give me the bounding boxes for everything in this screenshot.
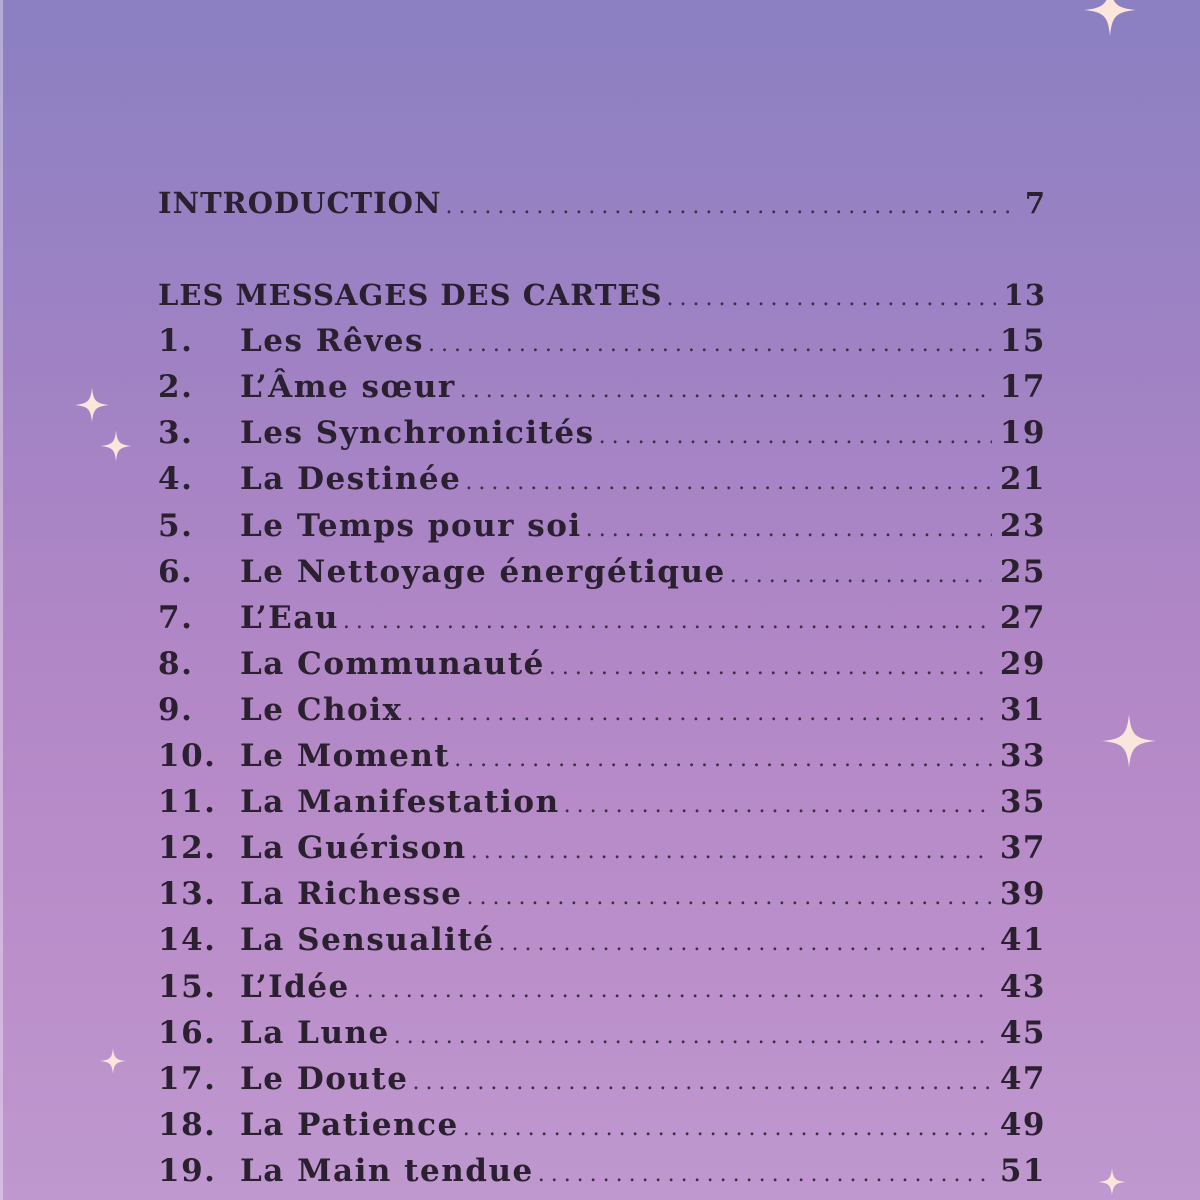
toc-section-page: 13 — [1003, 278, 1046, 313]
toc-section-title: LES MESSAGES DES CARTES — [158, 278, 663, 313]
toc-entry-page: 25 — [999, 553, 1046, 590]
leader-dots — [599, 414, 992, 460]
toc-entry-title: La Guérison — [240, 830, 467, 867]
toc-entry-number: 12. — [158, 830, 217, 867]
toc-entry-title: La Patience — [240, 1106, 459, 1143]
toc-entry-page: 17 — [999, 369, 1046, 406]
sparkle-icon — [98, 428, 134, 464]
sparkle-icon — [1096, 1166, 1128, 1198]
toc-entry[interactable] — [158, 1010, 1046, 1056]
toc-entry-number: 8. — [158, 645, 194, 682]
toc-entry-title: Le Nettoyage énergétique — [240, 553, 726, 590]
toc-entry-title: Le Choix — [240, 691, 403, 728]
toc-entry-page: 15 — [999, 323, 1046, 360]
toc-entry-page: 41 — [999, 922, 1046, 959]
sparkle-icon — [1098, 710, 1160, 772]
toc-introduction-page: 7 — [1024, 186, 1046, 220]
toc-entry-number: 5. — [158, 507, 194, 544]
toc-entry-title: Le Moment — [240, 738, 451, 775]
toc-entry-number: 6. — [158, 553, 194, 590]
sparkle-icon — [1080, 0, 1140, 40]
toc-entry-title: La Manifestation — [240, 784, 560, 821]
leader-dots — [499, 921, 992, 967]
sparkle-icon — [72, 385, 112, 425]
toc-entry-number: 18. — [158, 1106, 217, 1143]
leader-dots — [394, 1014, 992, 1060]
toc-entry-number: 15. — [158, 968, 217, 1005]
toc-entry-number: 14. — [158, 922, 217, 959]
leader-dots — [730, 553, 992, 599]
page-edge — [0, 0, 3, 1200]
toc-entry[interactable] — [158, 1148, 1046, 1194]
toc-entry[interactable] — [158, 825, 1046, 871]
leader-dots — [564, 783, 992, 829]
toc-entry-page: 37 — [999, 830, 1046, 867]
leader-dots — [463, 1106, 992, 1152]
toc-section-heading[interactable] — [158, 272, 1046, 318]
toc-entry-number: 10. — [158, 738, 217, 775]
toc-entry-title: La Communauté — [240, 645, 545, 682]
toc-entry-page: 29 — [999, 645, 1046, 682]
toc-entry[interactable] — [158, 410, 1046, 456]
toc-entry-number: 4. — [158, 461, 194, 498]
toc-entry-page: 19 — [999, 415, 1046, 452]
toc-entry[interactable] — [158, 456, 1046, 502]
leader-dots — [445, 184, 1016, 230]
leader-dots — [460, 368, 992, 414]
toc-entry[interactable] — [158, 1102, 1046, 1148]
toc-entry[interactable] — [158, 687, 1046, 733]
toc-entry-title: La Destinée — [240, 461, 462, 498]
toc-entry[interactable] — [158, 503, 1046, 549]
toc-entry-title: La Main tendue — [240, 1152, 534, 1189]
toc-entry[interactable] — [158, 318, 1046, 364]
toc-entry[interactable] — [158, 917, 1046, 963]
toc-entry-title: Le Doute — [240, 1060, 409, 1097]
toc-entry-title: Le Temps pour soi — [240, 507, 582, 544]
toc-entry-title: Les Synchronicités — [240, 415, 595, 452]
toc-entry-title: La Lune — [240, 1014, 390, 1051]
leader-dots — [406, 691, 991, 737]
toc-entry-page: 21 — [999, 461, 1046, 498]
table-of-contents — [158, 180, 1046, 1194]
toc-entry-title: La Richesse — [240, 876, 463, 913]
leader-dots — [454, 737, 992, 783]
toc-entry[interactable] — [158, 549, 1046, 595]
toc-entry-title: L’Eau — [240, 599, 339, 636]
toc-entry[interactable] — [158, 1056, 1046, 1102]
leader-dots — [343, 599, 992, 645]
toc-entry-page: 49 — [999, 1106, 1046, 1143]
toc-entry-number: 16. — [158, 1014, 217, 1051]
toc-entry[interactable] — [158, 733, 1046, 779]
toc-entry[interactable] — [158, 871, 1046, 917]
toc-entry-page: 47 — [999, 1060, 1046, 1097]
toc-introduction-title: INTRODUCTION — [158, 186, 442, 220]
toc-entry-number: 11. — [158, 784, 217, 821]
toc-entry-page: 43 — [999, 968, 1046, 1005]
leader-dots — [428, 322, 992, 368]
leader-dots — [538, 1152, 992, 1198]
toc-introduction[interactable] — [158, 180, 1046, 226]
leader-dots — [466, 875, 991, 921]
toc-entry-title: L’Âme sœur — [240, 369, 456, 406]
leader-dots — [667, 276, 996, 322]
toc-entry-number: 13. — [158, 876, 217, 913]
leader-dots — [586, 507, 992, 553]
toc-entry-page: 23 — [999, 507, 1046, 544]
toc-entry-page: 39 — [999, 876, 1046, 913]
toc-entry-number: 1. — [158, 323, 194, 360]
toc-entry-number: 9. — [158, 691, 194, 728]
leader-dots — [412, 1060, 991, 1106]
toc-entry[interactable] — [158, 364, 1046, 410]
toc-entry-page: 27 — [999, 599, 1046, 636]
leader-dots — [465, 460, 992, 506]
toc-entry-title: L’Idée — [240, 968, 350, 1005]
toc-entry-number: 7. — [158, 599, 194, 636]
toc-entry[interactable] — [158, 779, 1046, 825]
sparkle-icon — [98, 1046, 128, 1076]
toc-entry-number: 3. — [158, 415, 194, 452]
toc-entry-page: 33 — [999, 738, 1046, 775]
toc-entry-page: 51 — [999, 1152, 1046, 1189]
toc-entry-title: La Sensualité — [240, 922, 495, 959]
toc-entry-page: 35 — [999, 784, 1046, 821]
toc-entry-page: 45 — [999, 1014, 1046, 1051]
toc-entry-number: 19. — [158, 1152, 217, 1189]
leader-dots — [354, 968, 992, 1014]
leader-dots — [549, 645, 992, 691]
leader-dots — [471, 829, 992, 875]
toc-entry-title: Les Rêves — [240, 323, 424, 360]
toc-entry[interactable] — [158, 964, 1046, 1010]
toc-entry[interactable] — [158, 641, 1046, 687]
toc-entry-number: 2. — [158, 369, 194, 406]
toc-entry[interactable] — [158, 595, 1046, 641]
toc-entry-page: 31 — [999, 691, 1046, 728]
toc-entry-number: 17. — [158, 1060, 217, 1097]
